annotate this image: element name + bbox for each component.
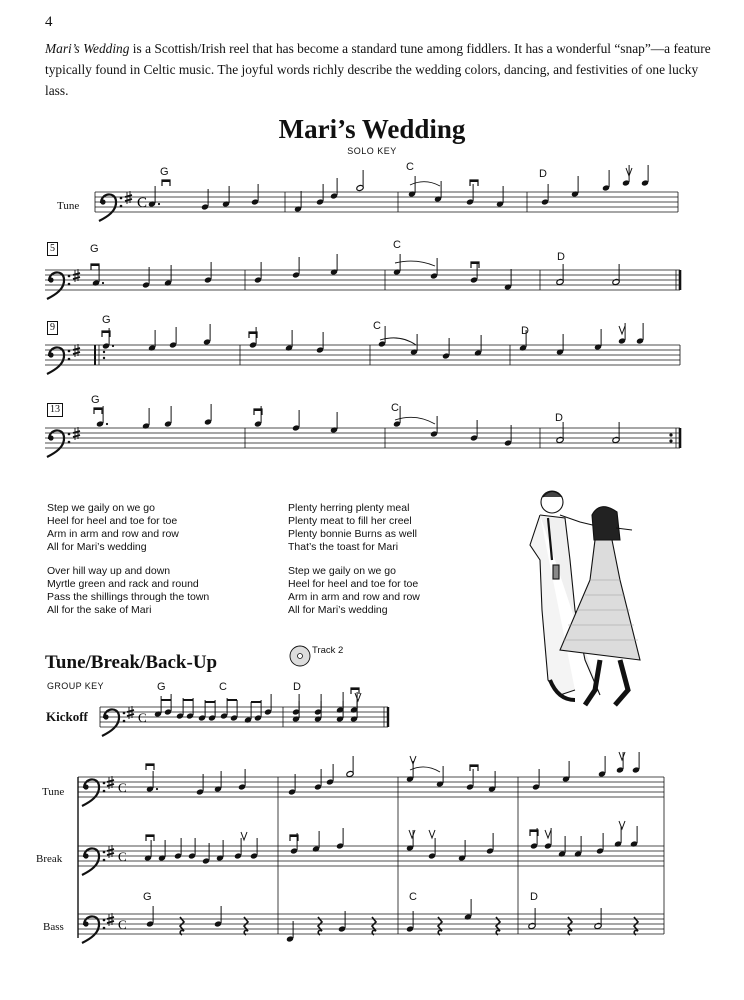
chord-symbol: G [143,891,152,903]
lyrics-column-2-verse-2 [288,565,420,617]
section-title: Tune/Break/Back-Up [45,652,218,673]
chord-symbol: C [409,891,417,903]
dancers-illustration [530,491,640,705]
chord-symbol: D [293,681,301,693]
chord-symbol: G [91,394,100,406]
group-system [78,777,664,938]
solo-key-label: SOLO KEY [347,146,397,156]
intro-tune-name: Mari’s Wedding [45,41,130,56]
lyric-line: All for the sake of Mari [47,604,152,616]
lyric-line: Myrtle green and rack and round [47,578,199,590]
kickoff-label: Kickoff [46,709,88,724]
lyric-line: That’s the toast for Mari [288,541,399,553]
track-label: Track 2 [312,645,344,656]
chord-symbol: G [157,681,166,693]
solo-staff-2 [45,254,680,299]
group-key-label: GROUP KEY [47,681,104,691]
measure-number-5: 5 [47,242,58,256]
page-number: 4 [45,14,53,30]
lyric-line: Heel for heel and toe for toe [47,515,178,527]
chord-symbol: C [219,681,227,693]
group-bass-label: Bass [43,921,64,933]
group-break-notes [144,821,638,865]
intro-text: is a Scottish/Irish reel that has become a standard tune among fiddlers. It has a wonderful “snap”—a feature typically found in Celtic music. The joyful words richly describe the wedding colors, dancing, and festivities of one lucky lass. [45,41,711,98]
lyric-line: All for Mari’s wedding [47,541,147,553]
lyric-line: All for Mari’s wedding [288,604,388,616]
chord-symbol: C [393,239,401,251]
chord-symbol: G [160,166,169,178]
chord-symbol: D [557,251,565,263]
chord-symbol: D [539,168,547,180]
svg-text:C: C [137,195,148,211]
chord-symbol: D [530,891,538,903]
chord-symbol: C [373,320,381,332]
lyric-line: Step we gaily on we go [47,502,155,514]
solo-staff-1 [95,165,678,221]
chord-symbol: C [406,161,414,173]
chord-symbol: G [102,314,111,326]
solo-tune-label: Tune [57,200,80,212]
group-clefs [82,776,127,943]
group-tune-notes [146,752,640,796]
svg-text:C: C [118,917,127,932]
lyrics-column-1-verse-1 [47,502,179,554]
lyrics-column-2-verse-1 [288,502,417,554]
lyric-line: Heel for heel and toe for toe [288,578,419,590]
lyric-line: Arm in arm and row and row [288,591,420,603]
cd-track-icon [290,646,310,666]
page-title: Mari’s Wedding [278,114,466,144]
lyric-line: Pass the shillings through the town [47,591,210,603]
measure-number-13: 13 [47,403,63,417]
lyric-line: Over hill way up and down [47,565,171,577]
lyric-line: Plenty herring plenty meal [288,502,410,514]
chord-symbol: D [521,325,529,337]
solo-staff-3 [45,323,680,374]
group-tune-label: Tune [42,786,65,798]
kickoff-staff [100,688,388,736]
group-break-label: Break [36,853,63,865]
svg-text:C: C [138,710,147,725]
chord-symbol: C [391,402,399,414]
measure-number-9: 9 [47,321,58,335]
lyric-line: Plenty bonnie Burns as well [288,528,417,540]
solo-staff-4 [45,404,680,457]
lyric-line: Plenty meat to fill her creel [288,515,412,527]
group-bass-notes [146,899,638,943]
lyric-line: Step we gaily on we go [288,565,396,577]
lyrics-column-1-verse-2 [47,565,209,617]
svg-text:C: C [118,849,127,864]
lyric-line: Arm in arm and row and row [47,528,179,540]
svg-text:C: C [118,780,127,795]
chord-symbol: G [90,243,99,255]
chord-symbol: D [555,412,563,424]
